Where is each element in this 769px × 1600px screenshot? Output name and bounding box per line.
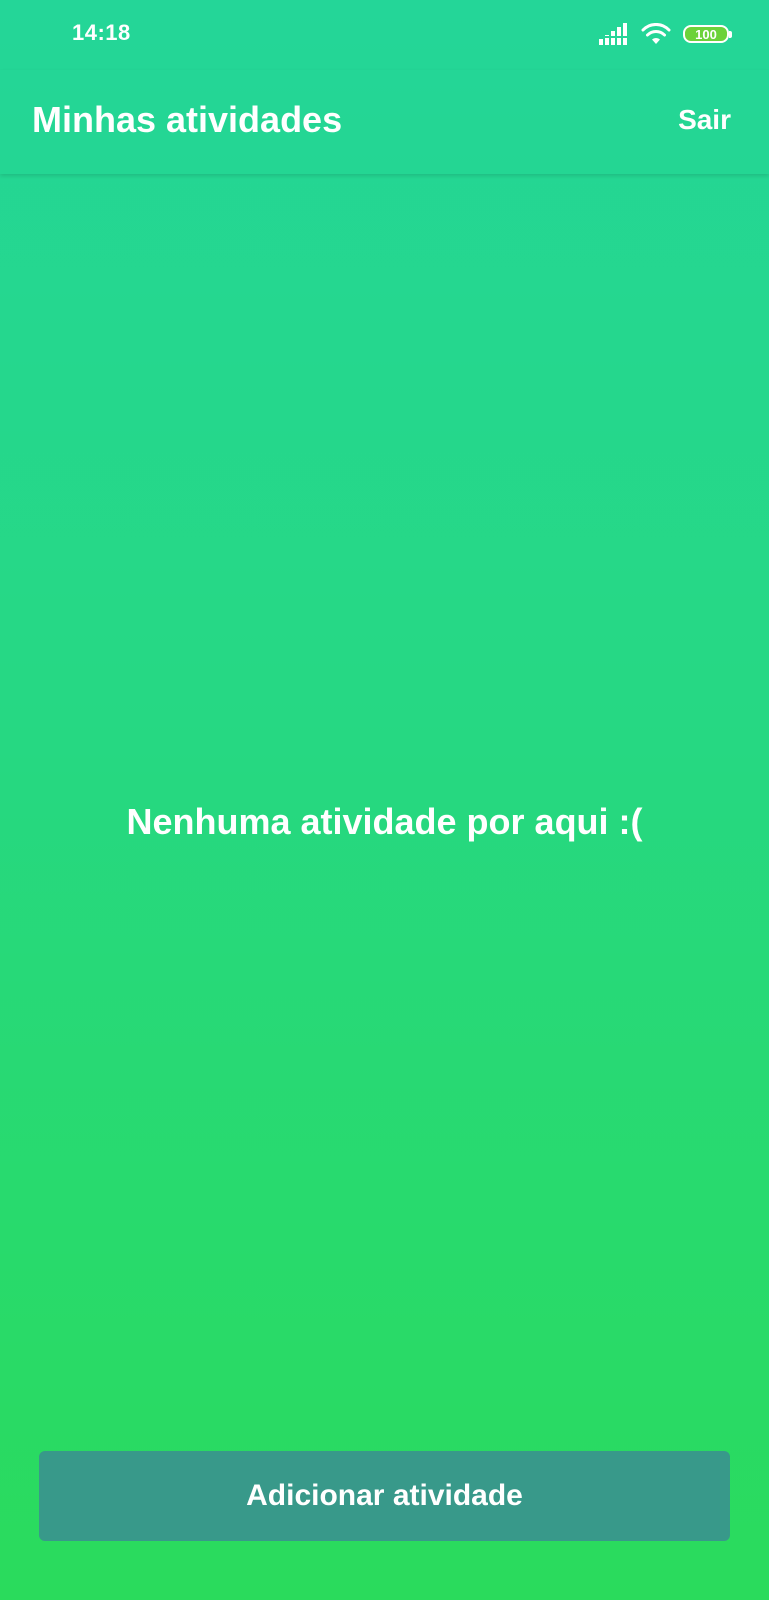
status-icons	[599, 20, 729, 48]
signal-icon	[599, 23, 629, 45]
empty-state-message: Nenhuma atividade por aqui :(	[126, 801, 643, 842]
logout-button[interactable]: Sair	[678, 104, 731, 135]
status-bar	[0, 0, 769, 70]
status-time: 14:18	[72, 20, 131, 45]
add-activity-button[interactable]	[39, 1451, 730, 1541]
page-title: Minhas atividades	[32, 99, 343, 140]
add-activity-button-label: Adicionar atividade	[246, 1479, 523, 1512]
battery-icon	[683, 25, 729, 43]
battery-level: 100	[695, 26, 717, 42]
wifi-icon	[641, 23, 671, 45]
app-bar	[0, 70, 769, 174]
